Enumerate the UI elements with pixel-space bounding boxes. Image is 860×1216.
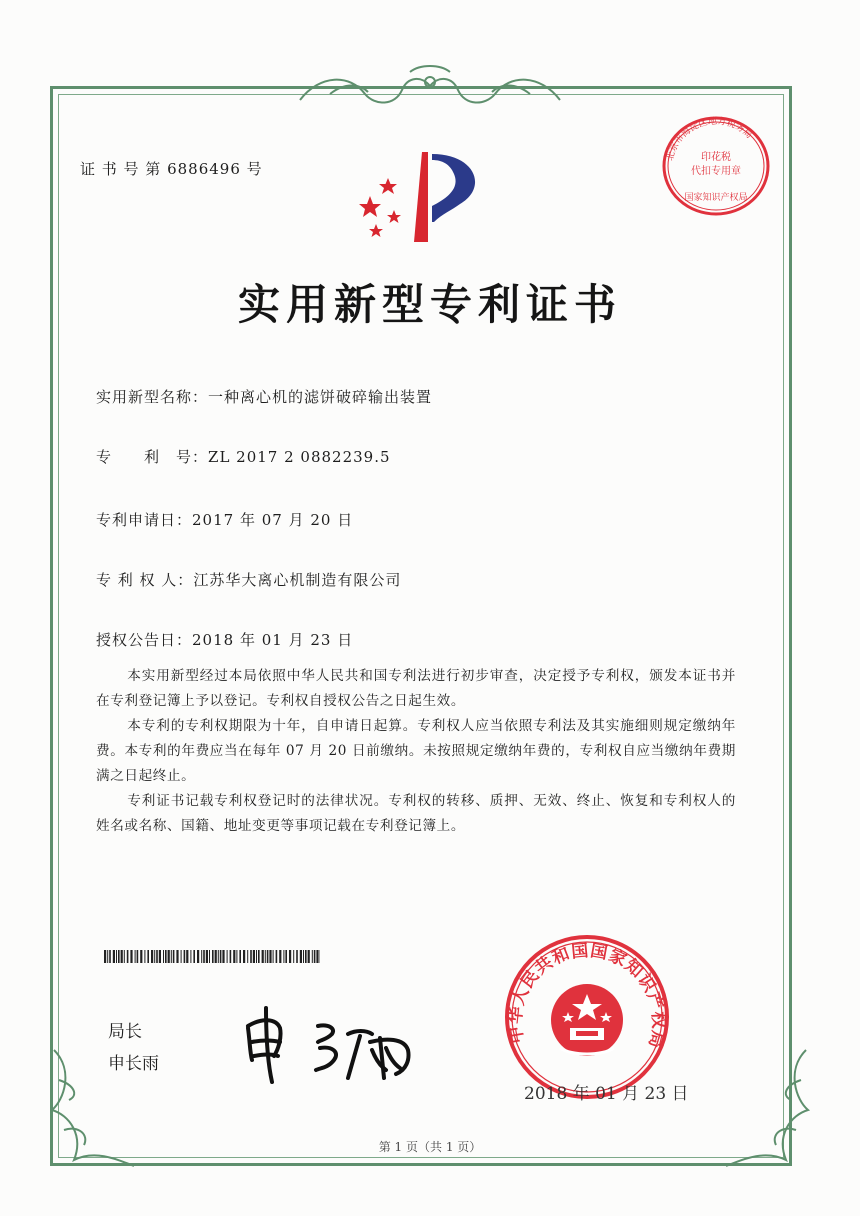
barcode-bar <box>147 950 149 963</box>
barcode-bar <box>233 950 235 963</box>
barcode-bar <box>107 950 108 963</box>
barcode-bar <box>303 950 304 963</box>
barcode-bar <box>163 950 164 963</box>
certificate-title: 实用新型专利证书 <box>237 280 622 329</box>
barcode-bar <box>173 950 175 963</box>
field-label: 专利申请日： <box>96 511 193 529</box>
barcode-bar <box>220 950 222 963</box>
barcode-bar <box>121 950 123 963</box>
barcode-bar <box>300 950 302 963</box>
body-paragraph: 专利证书记载专利权登记时的法律状况。专利权的转移、质押、无效、终止、恢复和专利权人的姓名或名称、国籍、地址变更等事项记载在专利登记簿上。 <box>96 793 736 834</box>
barcode-bar <box>265 950 266 963</box>
svg-text:北京市海淀区地方税务局: 北京市海淀区地方税务局 <box>665 116 754 162</box>
barcode-bar <box>156 950 158 963</box>
barcode-bar <box>227 950 228 963</box>
field-value: 江苏华大离心机制造有限公司 <box>193 571 402 589</box>
barcode-bar <box>171 950 172 963</box>
barcode-bar <box>293 950 294 963</box>
barcode-bar <box>154 950 155 963</box>
barcode-bar <box>116 950 117 963</box>
barcode-bar <box>258 950 260 963</box>
barcode-bar <box>140 950 142 963</box>
signatory-title: 局长 <box>108 1022 142 1042</box>
barcode-bar <box>168 950 170 963</box>
barcode-bar <box>305 950 307 963</box>
barcode-bar <box>201 950 202 963</box>
barcode-bar <box>181 950 182 963</box>
barcode-bar <box>212 950 214 963</box>
barcode-bar <box>316 950 318 963</box>
field-value: 2018 年 01 月 23 日 <box>192 631 354 649</box>
barcode-bar <box>197 950 199 963</box>
patent-number-field <box>96 446 391 467</box>
barcode-bar <box>184 950 186 963</box>
barcode-bar <box>135 950 136 963</box>
barcode-bar <box>230 950 232 963</box>
top-ornament <box>290 64 570 110</box>
official-seal <box>502 932 672 1102</box>
barcode-bar <box>104 950 106 963</box>
barcode-bar <box>159 950 161 963</box>
barcode-bar <box>130 950 132 963</box>
barcode-bar <box>296 950 298 963</box>
field-value: ZL 2017 2 0882239.5 <box>208 448 391 466</box>
body-paragraph: 本专利的专利权期限为十年，自申请日起算。专利权人应当依照专利法及其实施细则规定缴纳年费。本专利的年费应当在每年 07 月 20 日前缴纳。未按照规定缴纳年费的，专利权自应当缴纳年费期满之日起终止。 <box>96 718 736 784</box>
barcode-bar <box>312 950 313 963</box>
issue-date: 2018 年 01 月 23 日 <box>524 1084 689 1104</box>
barcode-bar <box>118 950 120 963</box>
barcode-bar <box>267 950 269 963</box>
barcode-bar <box>113 950 115 963</box>
barcode-bar <box>273 950 274 963</box>
barcode-bar <box>253 950 255 963</box>
grant-announcement-date-field <box>96 629 353 650</box>
svg-text:国家知识产权局: 国家知识产权局 <box>684 193 748 203</box>
field-value: 2017 年 07 月 20 日 <box>192 511 354 529</box>
field-label: 实用新型名称： <box>96 388 209 406</box>
barcode-bar <box>314 950 316 963</box>
barcode-bar <box>193 950 195 963</box>
barcode-bar <box>269 950 271 963</box>
barcode-bar <box>250 950 252 963</box>
svg-text:代扣专用章: 代扣专用章 <box>691 166 741 177</box>
barcode-bar <box>186 950 188 963</box>
body-paragraph: 本实用新型经过本局依照中华人民共和国专利法进行初步审查，决定授予专利权，颁发本证书并在专利登记簿上予以登记。专利权自授权公告之日起生效。 <box>96 668 736 709</box>
barcode-bar <box>151 950 153 963</box>
page-footer: 第 1 页（共 1 页） <box>378 1140 482 1154</box>
barcode-bar <box>239 950 241 963</box>
barcode-bar <box>262 950 264 963</box>
svg-text:印花税: 印花税 <box>701 152 731 163</box>
svg-text:中华人民共和国国家知识产权局: 中华人民共和国国家知识产权局 <box>505 940 669 1051</box>
certificate-number: 证 书 号 第 6886496 号 <box>80 160 263 178</box>
barcode-bar <box>218 950 219 963</box>
barcode-bar <box>308 950 310 963</box>
field-label: 专 利 号： <box>96 448 209 466</box>
barcode-bar <box>247 950 248 963</box>
tax-stamp-seal <box>658 112 774 218</box>
barcode-bar <box>144 950 145 963</box>
barcode-bar <box>276 950 278 963</box>
barcode-bar <box>165 950 167 963</box>
barcode-bar <box>203 950 205 963</box>
utility-model-name-field <box>96 386 432 407</box>
barcode-bar <box>124 950 125 963</box>
barcode-bar <box>176 950 178 963</box>
barcode-bar <box>256 950 257 963</box>
barcode-bar <box>236 950 237 963</box>
field-value: 一种离心机的滤饼破碎输出装置 <box>208 388 433 406</box>
barcode-bar <box>137 950 139 963</box>
barcode-bar <box>285 950 287 963</box>
barcode-bar <box>127 950 129 963</box>
patentee-field <box>96 569 401 590</box>
barcode <box>104 950 320 963</box>
barcode-bar <box>109 950 111 963</box>
barcode-bar <box>209 950 210 963</box>
application-date-field <box>96 509 353 530</box>
patent-office-logo <box>356 148 486 244</box>
certificate-body-text <box>96 664 736 839</box>
barcode-bar <box>222 950 224 963</box>
signatory-name: 申长雨 <box>108 1054 159 1074</box>
handwritten-signature <box>236 998 436 1086</box>
barcode-bar <box>206 950 208 963</box>
barcode-bar <box>279 950 281 963</box>
field-label: 授权公告日： <box>96 631 193 649</box>
barcode-bar <box>289 950 291 963</box>
barcode-bar <box>190 950 191 963</box>
barcode-bar <box>283 950 284 963</box>
barcode-bar <box>243 950 245 963</box>
field-label: 专 利 权 人： <box>96 571 194 589</box>
barcode-bar <box>215 950 217 963</box>
